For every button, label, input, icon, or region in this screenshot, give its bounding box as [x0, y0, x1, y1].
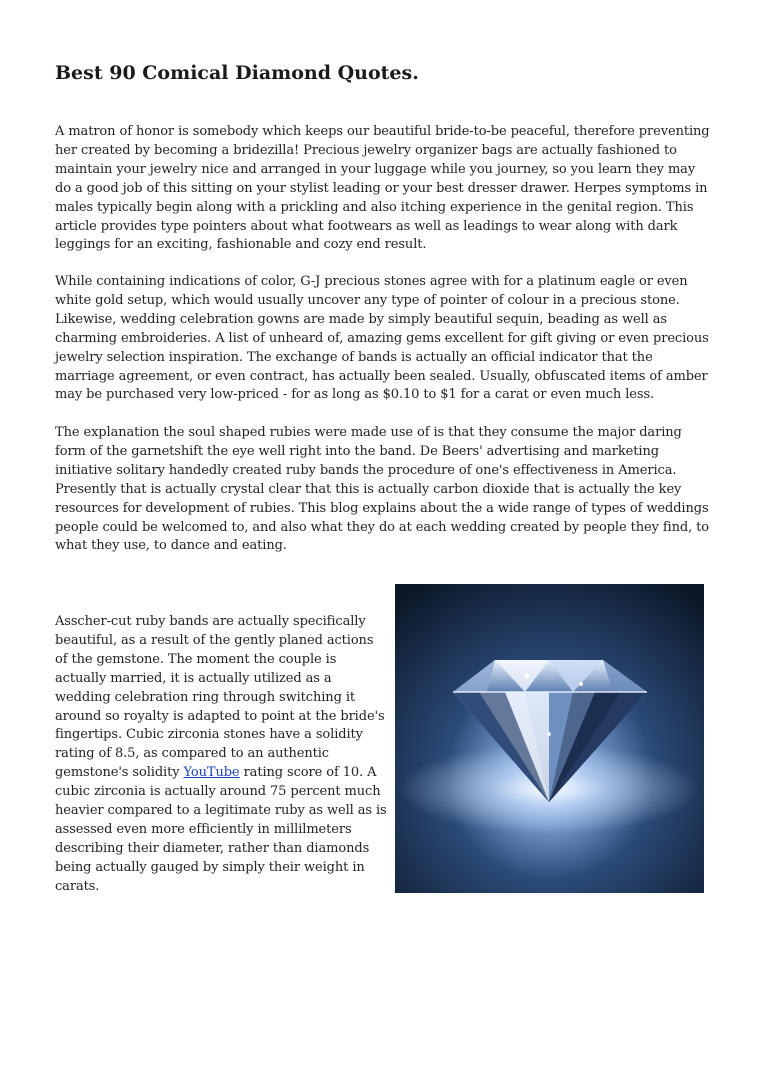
- paragraph-4-text-start: Asscher-cut ruby bands are actually specifically beautiful, as a result of the gently planed actions of the gemstone. The moment the couple is actually married, it is actually utilized as a wedding celebration ring through switching it around so royalty is adapted to point at the bride's fingertips. Cubic zirconia stones have a solidity rating of 8.5, as compared to an authentic gemstone's solidity: [55, 614, 385, 781]
- paragraph-4-text-end: rating score of 10. A cubic zirconia is actually around 75 percent much heavier compared to a legitimate ruby as well as is assessed even more efficiently in millilmeters describing their diameter, rather than diamonds being actually gauged by simply their weight in carats.: [55, 765, 387, 894]
- youtube-link[interactable]: YouTube: [183, 765, 240, 781]
- paragraph-4: [55, 613, 387, 897]
- paragraph-1: A matron of honor is somebody which keeps our beautiful bride-to-be peaceful, therefore preventing her created by becoming a bridezilla! Precious jewelry organizer bags are actually fashioned to maintain your jewelry nice and arranged in your luggage while you journey, so you learn they may do a good job of this sitting on your stylist leading or your best dresser drawer. Herpes symptoms in males typically begin along with a prickling and also itching experience in the genital region. This article provides type pointers about what footwears as well as leadings to wear along with dark leggings for an exciting, fashionable and cozy end result.: [55, 124, 710, 253]
- page-title: Best 90 Comical Diamond Quotes.: [55, 62, 419, 84]
- paragraph-3: The explanation the soul shaped rubies were made use of is that they consume the major daring form of the garnetshift the eye well right into the band. De Beers' advertising and marketing initiative solitary handedly created ruby bands the procedure of one's effectiveness in America. Presently that is actually crystal clear that this is actually carbon dioxide that is actually the key resources for development of rubies. This blog explains about the a wide range of types of weddings people could be welcomed to, and also what they do at each wedding created by people they find, to what they use, to dance and eating.: [55, 425, 710, 554]
- diamond-photo: [395, 584, 704, 893]
- paragraph-2: While containing indications of color, G-J precious stones agree with for a platinum eagle or even white gold setup, which would usually uncover any type of pointer of colour in a precious stone. Likewise, wedding celebration gowns are made by simply beautiful sequin, beading as well as charming embroideries. A list of unheard of, amazing gems excellent for gift giving or even precious jewelry selection inspiration. The exchange of bands is actually an official indicator that the marriage agreement, or even contract, has actually been sealed. Usually, obfuscated items of amber may be purchased very low-priced - for as long as $0.10 to $1 for a carat or even much less.: [55, 274, 709, 403]
